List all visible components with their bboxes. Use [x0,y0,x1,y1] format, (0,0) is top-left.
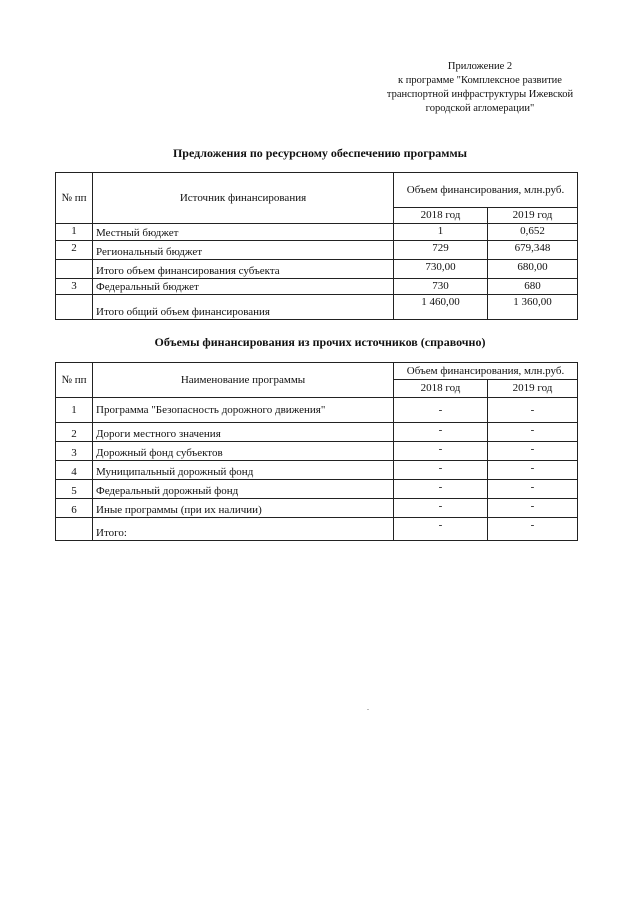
row-num: 5 [56,480,93,499]
row-value-2019: 679,348 [488,241,578,260]
row-source: Итого объем финансирования субъекта [93,260,394,279]
table-row [56,461,578,480]
table-row-subtotal [56,260,578,279]
row-num: 3 [56,442,93,461]
row-value-2018: 1 460,00 [394,295,488,320]
row-source: Местный бюджет [93,224,394,241]
appendix-reference-line: к программе "Комплексное развитие [398,75,562,86]
row-num: 4 [56,461,93,480]
scan-speck [367,709,369,710]
header-volume: Объем финансирования, млн.руб. [394,173,578,208]
row-program-name: Федеральный дорожный фонд [93,480,394,499]
row-program-name: Программа "Безопасность дорожного движения" [93,398,394,423]
row-value-2019: - [488,499,578,518]
appendix-header [380,60,580,116]
row-value-2019: - [488,442,578,461]
row-num [56,295,93,320]
table-row [56,499,578,518]
row-num: 3 [56,279,93,295]
row-value-2019: - [488,398,578,423]
row-value-2018: - [394,398,488,423]
table-row [56,279,578,295]
header-num: № пп [56,363,93,398]
table-row-total [56,518,578,541]
header-year-2018: 2018 год [394,208,488,224]
row-source: Итого общий объем финансирования [93,295,394,320]
other-sources-table [55,362,578,541]
row-source: Федеральный бюджет [93,279,394,295]
row-program-name: Дороги местного значения [93,423,394,442]
header-year-2019: 2019 год [488,208,578,224]
row-value-2018: - [394,442,488,461]
row-value-2018: - [394,518,488,541]
table-header-row [56,173,578,208]
appendix-number: Приложение 2 [447,61,513,72]
row-value-2019: 680,00 [488,260,578,279]
table1-title: Предложения по ресурсному обеспечению программы [172,146,468,160]
row-program-name: Дорожный фонд субъектов [93,442,394,461]
row-value-2018: - [394,461,488,480]
table-row [56,398,578,423]
table2-title: Объемы финансирования из прочих источников (справочно) [154,335,486,349]
row-value-2018: 730,00 [394,260,488,279]
header-volume: Объем финансирования, млн.руб. [394,363,578,380]
row-value-2018: 729 [394,241,488,260]
row-num: 1 [56,398,93,423]
row-value-2019: 0,652 [488,224,578,241]
table-row [56,480,578,499]
header-source: Источник финансирования [93,173,394,224]
row-value-2019: - [488,518,578,541]
row-value-2019: - [488,480,578,499]
header-year-2019: 2019 год [488,380,578,398]
row-value-2018: - [394,499,488,518]
table-row [56,442,578,461]
appendix-reference-line: транспортной инфраструктуры Ижевской [386,89,574,100]
row-num: 1 [56,224,93,241]
row-value-2019: 680 [488,279,578,295]
table-row [56,241,578,260]
row-program-name: Муниципальный дорожный фонд [93,461,394,480]
header-num: № пп [56,173,93,224]
table-row [56,224,578,241]
row-num: 2 [56,423,93,442]
header-year-2018: 2018 год [394,380,488,398]
row-source: Региональный бюджет [93,241,394,260]
row-value-2018: - [394,423,488,442]
row-value-2018: - [394,480,488,499]
row-num: 6 [56,499,93,518]
header-program-name: Наименование программы [93,363,394,398]
row-num [56,260,93,279]
appendix-reference-line: городской агломерации" [425,103,535,114]
row-value-2019: - [488,423,578,442]
row-num [56,518,93,541]
table-header-row [56,363,578,380]
row-num: 2 [56,241,93,260]
table-row-total [56,295,578,320]
row-program-name: Итого: [93,518,394,541]
row-value-2018: 1 [394,224,488,241]
row-program-name: Иные программы (при их наличии) [93,499,394,518]
row-value-2018: 730 [394,279,488,295]
row-value-2019: - [488,461,578,480]
row-value-2019: 1 360,00 [488,295,578,320]
table-row [56,423,578,442]
resource-table [55,172,578,320]
